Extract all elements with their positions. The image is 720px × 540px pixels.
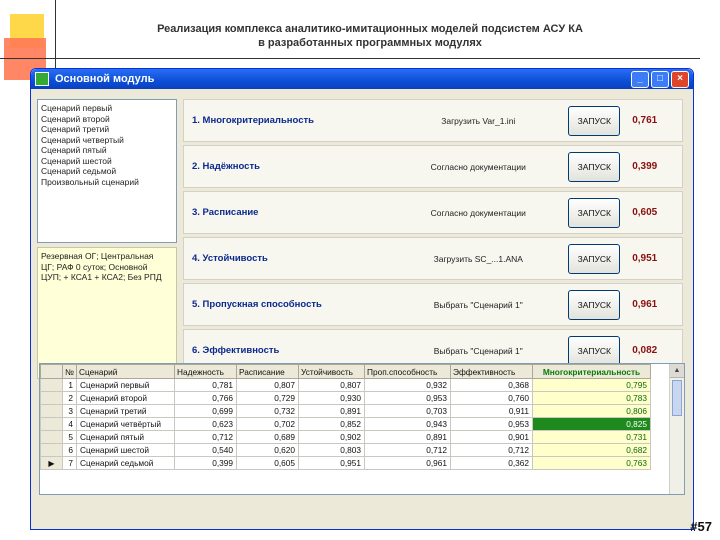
maximize-button[interactable]: □ — [651, 71, 669, 88]
scenario-item[interactable]: Сценарий шестой — [41, 155, 112, 166]
scroll-thumb[interactable] — [672, 380, 682, 416]
module-result-value: 0,961 — [632, 299, 658, 310]
run-button[interactable]: ЗАПУСК — [568, 198, 620, 228]
cell-value[interactable]: 0,932 — [365, 379, 451, 392]
module-row — [183, 283, 683, 326]
table-scrollbar[interactable] — [669, 364, 684, 494]
minimize-button[interactable]: _ — [631, 71, 649, 88]
cell-value[interactable]: 0,901 — [451, 431, 533, 444]
scenario-item[interactable]: Сценарий третий — [41, 124, 110, 134]
column-header[interactable]: Сценарий — [77, 365, 175, 379]
cell-value[interactable]: 0,902 — [299, 431, 365, 444]
table-row[interactable] — [41, 418, 651, 431]
cell-scenario[interactable]: Сценарий пятый — [77, 431, 175, 444]
info-line: ЦГ; РАФ 0 суток; Основной — [41, 261, 148, 272]
cell-value[interactable]: 0,712 — [365, 444, 451, 457]
scenario-item[interactable]: Сценарий пятый — [41, 145, 107, 155]
cell-scenario[interactable]: Сценарий второй — [77, 392, 175, 405]
cell-multicriteria[interactable]: 0,806 — [533, 405, 651, 418]
row-indicator[interactable]: ▶ — [41, 457, 63, 470]
column-header[interactable]: Эффективность — [451, 365, 533, 379]
module-result-value: 0,951 — [632, 253, 658, 264]
row-indicator[interactable] — [41, 418, 63, 431]
deco-horizontal-line — [0, 58, 700, 59]
close-button[interactable]: × — [671, 71, 689, 88]
slide-title-line2: в разработанных программных модулях — [258, 37, 482, 49]
table-row[interactable] — [41, 405, 651, 418]
run-button[interactable]: ЗАПУСК — [568, 336, 620, 366]
results-table — [39, 363, 685, 495]
cell-value[interactable]: 0,760 — [451, 392, 533, 405]
cell-value[interactable]: 0,852 — [299, 418, 365, 431]
cell-value[interactable]: 0,623 — [175, 418, 237, 431]
cell-value[interactable]: 0,540 — [175, 444, 237, 457]
cell-multicriteria[interactable]: 0,825 — [533, 418, 651, 431]
column-header[interactable]: Многокритериальность — [533, 365, 651, 379]
cell-number[interactable]: 4 — [63, 418, 77, 431]
cell-multicriteria[interactable]: 0,731 — [533, 431, 651, 444]
column-header[interactable]: Устойчивость — [299, 365, 365, 379]
module-action: Согласно документации — [430, 161, 526, 172]
module-result-value: 0,082 — [632, 345, 658, 356]
cell-value[interactable]: 0,891 — [299, 405, 365, 418]
cell-value[interactable]: 0,712 — [451, 444, 533, 457]
cell-value[interactable]: 0,911 — [451, 405, 533, 418]
cell-value[interactable]: 0,953 — [365, 392, 451, 405]
row-indicator[interactable] — [41, 444, 63, 457]
module-panel — [183, 99, 683, 375]
scroll-up-icon[interactable]: ▲ — [670, 364, 684, 378]
cell-value[interactable]: 0,399 — [175, 457, 237, 470]
info-line: ЦУП; + КСА1 + КСА2; Без РПД — [41, 272, 162, 282]
cell-multicriteria[interactable]: 0,795 — [533, 379, 651, 392]
column-header[interactable]: Надежность — [175, 365, 237, 379]
cell-value[interactable]: 0,605 — [237, 457, 299, 470]
module-row — [183, 145, 683, 188]
cell-number[interactable]: 2 — [63, 392, 77, 405]
cell-value[interactable]: 0,732 — [237, 405, 299, 418]
module-action: Выбрать "Сценарий 1" — [433, 299, 523, 310]
cell-value[interactable]: 0,951 — [299, 457, 365, 470]
info-line: Резервная ОГ; Центральная — [41, 251, 154, 261]
module-row — [183, 237, 683, 280]
table-row[interactable] — [41, 444, 651, 457]
module-action: Выбрать "Сценарий 1" — [433, 345, 523, 356]
module-row — [183, 191, 683, 234]
row-indicator[interactable] — [41, 392, 63, 405]
cell-number[interactable]: 7 — [63, 457, 77, 470]
scenario-item[interactable]: Произвольный сценарий — [41, 176, 139, 187]
cell-value[interactable]: 0,703 — [365, 405, 451, 418]
results-grid — [40, 364, 651, 470]
module-result-value: 0,605 — [632, 207, 658, 218]
cell-scenario[interactable]: Сценарий седьмой — [77, 457, 175, 470]
cell-number[interactable]: 6 — [63, 444, 77, 457]
scenario-info-box — [37, 247, 177, 379]
scenario-item[interactable]: Сценарий седьмой — [41, 166, 117, 176]
table-row[interactable] — [41, 379, 651, 392]
cell-value[interactable]: 0,689 — [237, 431, 299, 444]
module-action: Согласно документации — [430, 207, 526, 218]
cell-value[interactable]: 0,699 — [175, 405, 237, 418]
cell-value[interactable]: 0,781 — [175, 379, 237, 392]
slide-title — [100, 22, 640, 50]
cell-value[interactable]: 0,620 — [237, 444, 299, 457]
run-button[interactable]: ЗАПУСК — [568, 244, 620, 274]
window-title: Основной модуль — [55, 73, 155, 85]
row-indicator[interactable] — [41, 431, 63, 444]
cell-scenario[interactable]: Сценарий первый — [77, 379, 175, 392]
window-titlebar[interactable] — [31, 69, 693, 89]
cell-number[interactable]: 3 — [63, 405, 77, 418]
scenario-list[interactable] — [37, 99, 177, 243]
cell-value[interactable]: 0,702 — [237, 418, 299, 431]
column-header[interactable]: Расписание — [237, 365, 299, 379]
cell-number[interactable]: 5 — [63, 431, 77, 444]
module-row — [183, 99, 683, 142]
cell-value[interactable]: 0,807 — [299, 379, 365, 392]
cell-value[interactable]: 0,766 — [175, 392, 237, 405]
cell-scenario[interactable]: Сценарий третий — [77, 405, 175, 418]
module-name: 5. Пропускная способность — [192, 299, 322, 310]
row-indicator[interactable] — [41, 405, 63, 418]
module-name: 1. Многокритериальность — [192, 115, 314, 126]
cell-multicriteria[interactable]: 0,763 — [533, 457, 651, 470]
module-name: 2. Надёжность — [192, 161, 260, 172]
column-header[interactable]: № — [63, 365, 77, 379]
cell-multicriteria[interactable]: 0,682 — [533, 444, 651, 457]
cell-scenario[interactable]: Сценарий шестой — [77, 444, 175, 457]
slide-title-line1: Реализация комплекса аналитико-имитационных моделей подсистем АСУ КА — [157, 23, 583, 35]
cell-value[interactable]: 0,891 — [365, 431, 451, 444]
cell-value[interactable]: 0,712 — [175, 431, 237, 444]
scenario-item[interactable]: Сценарий первый — [41, 103, 113, 113]
cell-number[interactable]: 1 — [63, 379, 77, 392]
module-name: 3. Расписание — [192, 207, 259, 218]
run-button[interactable]: ЗАПУСК — [568, 152, 620, 182]
module-name: 4. Устойчивость — [192, 253, 268, 264]
table-row[interactable] — [41, 392, 651, 405]
run-button[interactable]: ЗАПУСК — [568, 290, 620, 320]
main-window — [30, 68, 694, 530]
scenario-item[interactable]: Сценарий второй — [41, 113, 110, 124]
cell-value[interactable]: 0,943 — [365, 418, 451, 431]
cell-value[interactable]: 0,807 — [237, 379, 299, 392]
cell-scenario[interactable]: Сценарий четвёртый — [77, 418, 175, 431]
table-row[interactable] — [41, 431, 651, 444]
run-button[interactable]: ЗАПУСК — [568, 106, 620, 136]
module-action: Загрузить SC_...1.ANA — [433, 253, 523, 264]
column-header[interactable]: Проп.способность — [365, 365, 451, 379]
cell-value[interactable]: 0,930 — [299, 392, 365, 405]
module-action: Загрузить Var_1.ini — [441, 115, 516, 126]
header-corner — [41, 365, 63, 379]
row-indicator[interactable] — [41, 379, 63, 392]
scenario-item[interactable]: Сценарий четвертый — [41, 134, 124, 145]
app-icon — [35, 72, 49, 86]
table-row[interactable] — [41, 457, 651, 470]
table-header-row — [41, 365, 651, 379]
module-result-value: 0,399 — [632, 161, 658, 172]
cell-value[interactable]: 0,729 — [237, 392, 299, 405]
module-result-value: 0,761 — [632, 115, 658, 126]
cell-value[interactable]: 0,953 — [451, 418, 533, 431]
cell-value[interactable]: 0,368 — [451, 379, 533, 392]
cell-value[interactable]: 0,803 — [299, 444, 365, 457]
cell-multicriteria[interactable]: 0,783 — [533, 392, 651, 405]
cell-value[interactable]: 0,961 — [365, 457, 451, 470]
module-name: 6. Эффективность — [192, 345, 280, 356]
cell-value[interactable]: 0,362 — [451, 457, 533, 470]
slide-number: #57 — [690, 519, 712, 534]
